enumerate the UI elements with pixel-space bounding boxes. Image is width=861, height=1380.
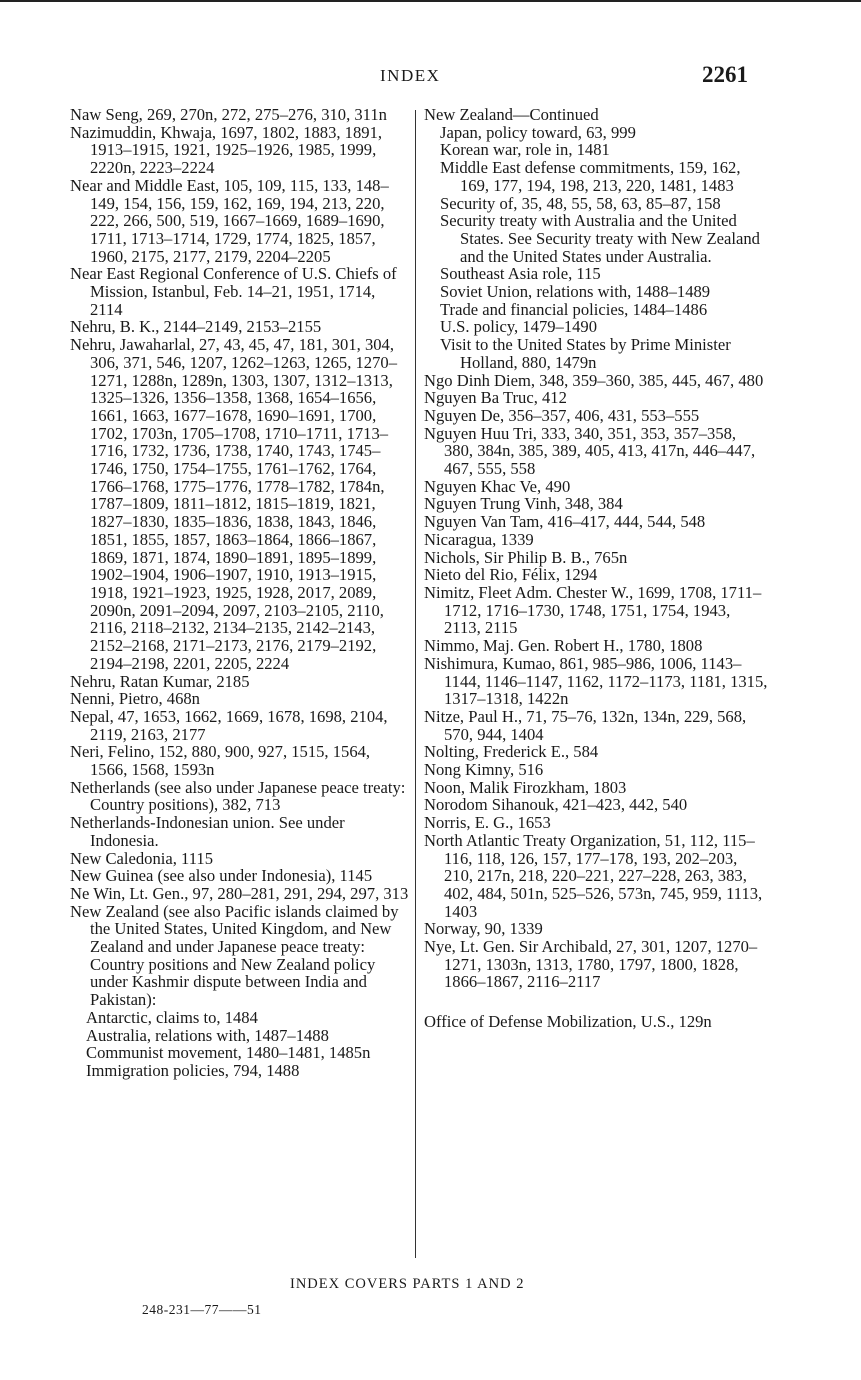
index-entry: Nye, Lt. Gen. Sir Archibald, 27, 301, 1207, 1270–1271, 1303n, 1313, 1780, 1797, 1800, 1828, 1866–1867, 2116–2117	[424, 937, 758, 992]
index-entry: Nguyen Ba Truc, 412	[424, 388, 567, 408]
index-entry: Norodom Sihanouk, 421–423, 442, 540	[424, 795, 688, 815]
index-subentry: Antarctic, claims to, 1484	[86, 1007, 258, 1027]
index-coverage-note: INDEX COVERS PARTS 1 AND 2	[290, 1276, 525, 1292]
index-entry: Office of Defense Mobilization, U.S., 129n	[424, 1012, 712, 1032]
index-entry: Nong Kimny, 516	[424, 760, 544, 780]
index-subentry: Southeast Asia role, 115	[440, 264, 601, 284]
index-subentry: Visit to the United States by Prime Minister Holland, 880, 1479n	[440, 335, 731, 372]
index-column-left	[70, 106, 410, 1080]
index-entry: Ngo Dinh Diem, 348, 359–360, 385, 445, 467, 480	[424, 370, 764, 390]
index-subentry: Communist movement, 1480–1481, 1485n	[86, 1043, 371, 1063]
index-subentry: Security of, 35, 48, 55, 58, 63, 85–87, 158	[440, 193, 721, 213]
running-head: INDEX	[380, 66, 441, 85]
index-entry: New Caledonia, 1115	[70, 848, 214, 868]
index-entry: Naw Seng, 269, 270n, 272, 275–276, 310, 311n	[70, 105, 387, 124]
index-entry: Netherlands-Indonesian union. See under Indonesia.	[70, 813, 345, 850]
index-entry: Nimitz, Fleet Adm. Chester W., 1699, 1708, 1711–1712, 1716–1730, 1748, 1751, 1754, 1943, 2113, 2115	[424, 582, 762, 638]
index-entry: Noon, Malik Firozkham, 1803	[424, 777, 627, 797]
index-subentry: U.S. policy, 1479–1490	[440, 317, 598, 337]
index-subentry: Middle East defense commitments, 159, 162, 169, 177, 194, 198, 213, 220, 1481, 1483	[440, 158, 741, 195]
index-entry: Nepal, 47, 1653, 1662, 1669, 1678, 1698, 2104, 2119, 2163, 2177	[70, 706, 388, 744]
column-divider	[415, 110, 416, 1258]
index-entry: Ne Win, Lt. Gen., 97, 280–281, 291, 294, 297, 313	[70, 883, 409, 903]
index-entry: North Atlantic Treaty Organization, 51, 112, 115–116, 118, 126, 157, 177–178, 193, 202–203, 210, 217n, 218, 220–221, 227–228, 263, 383, 402, 484, 501n, 525–526, 573n, 745, 959, 1113, 1403	[424, 830, 763, 921]
page-number: 2261	[702, 62, 748, 87]
index-entry: Nehru, Ratan Kumar, 2185	[70, 671, 250, 691]
index-entry: Nitze, Paul H., 71, 75–76, 132n, 134n, 229, 568, 570, 944, 1404	[424, 706, 747, 744]
index-entry: Norris, E. G., 1653	[424, 813, 551, 833]
index-entry: Norway, 90, 1339	[424, 919, 543, 939]
index-entry: Nicaragua, 1339	[424, 529, 534, 549]
index-column-right	[424, 106, 769, 1031]
index-entry: Nazimuddin, Khwaja, 1697, 1802, 1883, 1891, 1913–1915, 1921, 1925–1926, 1985, 1999, 2220n, 2223–2224	[70, 122, 383, 178]
index-entry: Nichols, Sir Philip B. B., 765n	[424, 547, 628, 567]
index-entry: Nguyen Khac Ve, 490	[424, 476, 571, 496]
index-entry: Netherlands (see also under Japanese peace treaty: Country positions), 382, 713	[70, 777, 406, 815]
index-entry: Nehru, Jawaharlal, 27, 43, 45, 47, 181, 301, 304, 306, 371, 546, 1207, 1262–1263, 1265, 1270–1271, 1288n, 1289n, 1303, 1307, 1312–1313, 1325–1326, 1356–1358, 1368, 1654–1656, 1661, 1663, 1677–1678, 1690–1691, 1700, 1702, 1703n, 1705–1708, 1710–1711, 1713–1716, 1732, 1736, 1738, 1740, 1743, 1745–1746, 1750, 1754–1755, 1761–1762, 1764, 1766–1768, 1775–1776, 1778–1782, 1784n, 1787–1809, 1811–1812, 1815–1819, 1821, 1827–1830, 1835–1836, 1838, 1843, 1846, 1851, 1855, 1857, 1863–1864, 1866–1867, 1869, 1871, 1874, 1890–1891, 1895–1899, 1902–1904, 1906–1907, 1910, 1913–1915, 1918, 1921–1923, 1925, 1928, 2017, 2089, 2090n, 2091–2094, 2097, 2103–2105, 2110, 2116, 2118–2132, 2134–2135, 2142–2143, 2152–2168, 2171–2173, 2176, 2179–2192, 2194–2198, 2201, 2205, 2224	[70, 335, 397, 673]
index-entry: Near East Regional Conference of U.S. Chiefs of Mission, Istanbul, Feb. 14–21, 1951, 1714, 2114	[70, 264, 397, 319]
index-subentry: Immigration policies, 794, 1488	[86, 1060, 300, 1080]
index-entry: New Guinea (see also under Indonesia), 1145	[70, 866, 373, 886]
index-entry: New Zealand (see also Pacific islands claimed by the United States, United Kingdom, and New Zealand and under Japanese peace treaty: Country positions and New Zealand policy under Kashmir dispute between India and Pakistan):	[70, 901, 399, 1010]
index-entry: Nolting, Frederick E., 584	[424, 742, 599, 762]
top-rule	[0, 0, 861, 2]
index-subentry: Soviet Union, relations with, 1488–1489	[440, 282, 711, 302]
index-entry: Nguyen Huu Tri, 333, 340, 351, 353, 357–358, 380, 384n, 385, 389, 405, 413, 417n, 446–447, 467, 555, 558	[424, 423, 756, 479]
index-entry: Nguyen De, 356–357, 406, 431, 553–555	[424, 405, 700, 425]
index-entry: Nguyen Van Tam, 416–417, 444, 544, 548	[424, 512, 706, 532]
index-subentry: Australia, relations with, 1487–1488	[86, 1025, 329, 1045]
page-header	[0, 62, 861, 92]
index-entry: Nenni, Pietro, 468n	[70, 689, 200, 709]
index-entry: Neri, Felino, 152, 880, 900, 927, 1515, 1564, 1566, 1568, 1593n	[70, 742, 371, 780]
index-subentry: Trade and financial policies, 1484–1486	[440, 299, 708, 319]
continued-heading: New Zealand—Continued	[424, 105, 599, 124]
printer-code: 248-231—77——51	[142, 1302, 262, 1317]
index-subentry: Korean war, role in, 1481	[440, 140, 610, 160]
index-entry: Nguyen Trung Vinh, 348, 384	[424, 494, 623, 514]
index-entry: Nimmo, Maj. Gen. Robert H., 1780, 1808	[424, 636, 703, 656]
index-subentry: Security treaty with Australia and the United States. See Security treaty with New Zealand and the United States under Australia.	[440, 211, 760, 266]
index-entry: Near and Middle East, 105, 109, 115, 133, 148–149, 154, 156, 159, 162, 169, 194, 213, 220, 222, 266, 500, 519, 1667–1669, 1689–1690, 1711, 1713–1714, 1729, 1774, 1825, 1857, 1960, 2175, 2177, 2179, 2204–2205	[70, 175, 389, 266]
index-entry: Nieto del Rio, Félix, 1294	[424, 565, 598, 585]
index-entry: Nehru, B. K., 2144–2149, 2153–2155	[70, 317, 322, 337]
index-subentry: Japan, policy toward, 63, 999	[440, 122, 636, 142]
index-entry: Nishimura, Kumao, 861, 985–986, 1006, 1143–1144, 1146–1147, 1162, 1172–1173, 1181, 1315, 1317–1318, 1422n	[424, 653, 768, 709]
